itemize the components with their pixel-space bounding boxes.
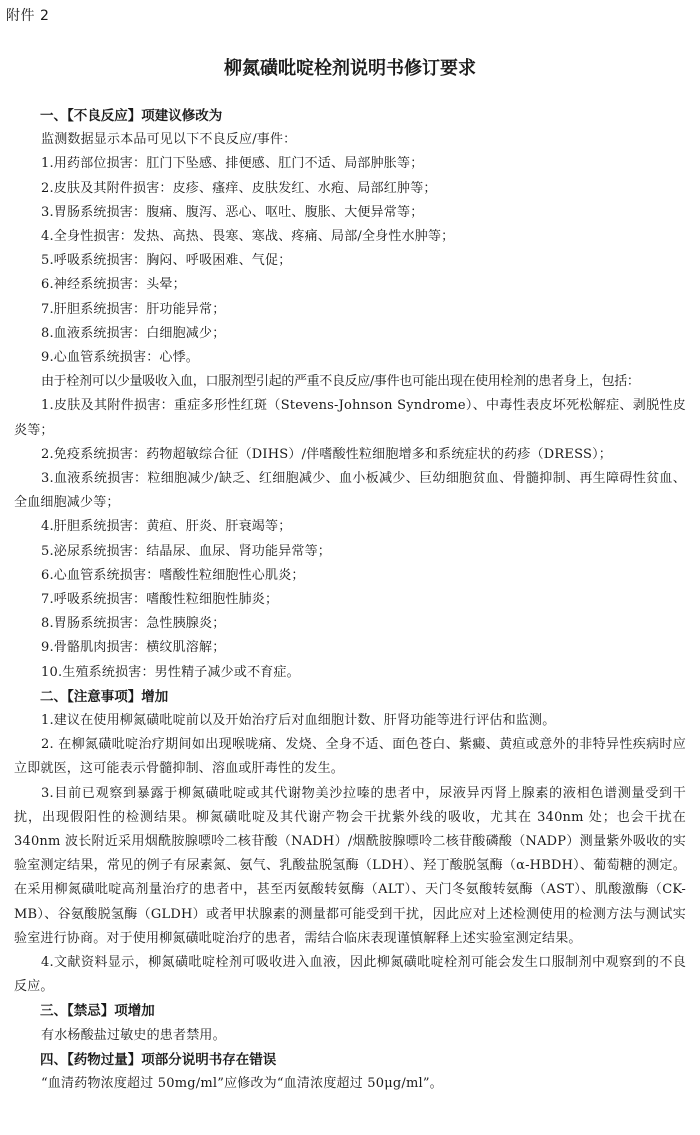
document-title: 柳氮磺吡啶栓剂说明书修订要求 [224,58,476,79]
paragraph-precaution-3: 3.目前已观察到暴露于柳氮磺吡啶或其代谢物美沙拉嗪的患者中，尿液异丙肾上腺素的液相色谱测量受到干扰，出现假阳性的检测结果。柳氮磺吡啶及其代谢产物会干扰紫外线的吸收，尤其在 340nm 处；也会干扰在 340nm 波长附近采用烟酰胺腺嘌呤二核苷酸（NADH）/烟酰胺腺嘌呤二核苷酸磷酸（NADP）测量紫外吸收的实验室测定结果，常见的例子有尿素氮、氨气、乳酸盐脱氢酶（LDH）、羟丁酸脱氢酶（α-HBDH）、葡萄糖的测定。在采用柳氮磺吡啶高剂量治疗的患者中，甚至丙氨酸转氨酶（ALT）、天门冬氨酸转氨酶（AST）、肌酸激酶（CK-MB）、谷氨酸脱氢酶（GLDH）或者甲状腺素的测量都可能受到干扰，因此应对上述检测使用的检测方法与测试实验室进行协商。对于使用柳氮磺吡啶治疗的患者，需结合临床表现谨慎解释上述实验室测定结果。 [14,785,686,946]
paragraph-monitoring-intro: 监测数据显示本品可见以下不良反应/事件： [41,132,297,148]
list-item: 7.呼吸系统损害：嗜酸性粒细胞性肺炎； [41,592,279,608]
paragraph-contraindication: 有水杨酸盐过敏史的患者禁用。 [41,1027,226,1043]
section-heading-adverse-reactions: 一、【不良反应】项建议修改为 [40,108,223,124]
list-item: 4.全身性损害：发热、高热、畏寒、寒战、疼痛、局部/全身性水肿等； [41,229,455,244]
list-item: 3.血液系统损害：粒细胞减少/缺乏、红细胞减少、血小板减少、巨幼细胞贫血、骨髓抑制、再生障碍性贫血、全血细胞减少等； [14,471,686,511]
document-body [14,104,686,1096]
list-item: 10.生殖系统损害：男性精子减少或不育症。 [41,664,300,680]
list-item: 8.血液系统损害：白细胞减少； [41,325,226,341]
section-heading-contraindications: 三、【禁忌】项增加 [40,1003,155,1020]
list-item: 5.泌尿系统损害：结晶尿、血尿、肾功能异常等； [41,543,332,559]
list-item: 1.皮肤及其附件损害：重症多形性红斑（Stevens-Johnson Syndrome）、中毒性表皮坏死松解症、剥脱性皮炎等； [14,398,686,438]
list-item: 9.骨骼肌肉损害：横纹肌溶解； [41,640,226,656]
paragraph-oral-reactions-intro: 由于栓剂可以少量吸收入血，口服剂型引起的严重不良反应/事件也可能出现在使用栓剂的患者身上，包括： [41,374,640,390]
paragraph-overdose-correction: “血清药物浓度超过 50mg/ml”应修改为“血清浓度超过 50μg/ml”。 [41,1076,443,1092]
list-item: 7.肝胆系统损害：肝功能异常； [41,301,226,317]
list-item: 2.免疫系统损害：药物超敏综合征（DIHS）/伴嗜酸性粒细胞增多和系统症状的药疹（DRESS）； [41,446,612,462]
list-item: 6.心血管系统损害：嗜酸性粒细胞性心肌炎； [41,567,305,583]
section-heading-overdose: 四、【药物过量】项部分说明书存在错误 [40,1051,277,1068]
list-item: 9.心血管系统损害：心悸。 [41,350,200,366]
section-heading-precautions: 二、【注意事项】增加 [40,688,169,705]
list-item: 1.用药部位损害：肛门下坠感、排便感、肛门不适、局部肿胀等； [41,156,424,172]
list-item: 4.肝胆系统损害：黄疸、肝炎、肝衰竭等； [41,519,292,535]
adverse-reaction-list [14,152,686,370]
list-item: 5.呼吸系统损害：胸闷、呼吸困难、气促； [41,253,292,269]
serious-reaction-list [14,394,686,684]
paragraph-precaution-1: 1.建议在使用柳氮磺吡啶前以及开始治疗后对血细胞计数、肝肾功能等进行评估和监测。 [41,713,556,729]
list-item: 2.皮肤及其附件损害：皮疹、瘙痒、皮肤发红、水疱、局部红肿等； [41,180,437,196]
paragraph-precaution-4: 4.文献资料显示，柳氮磺吡啶栓剂可吸收进入血液，因此柳氮磺吡啶栓剂可能会发生口服制剂中观察到的不良反应。 [14,955,686,995]
paragraph-precaution-2: 2. 在柳氮磺吡啶治疗期间如出现喉咙痛、发烧、全身不适、面色苍白、紫癜、黄疸或意外的非特异性疾病时应立即就医，这可能表示骨髓抑制、溶血或肝毒性的发生。 [14,737,686,777]
list-item: 8.胃肠系统损害：急性胰腺炎； [41,616,226,632]
attachment-label: 附件 2 [6,8,50,24]
list-item: 3.胃肠系统损害：腹痛、腹泻、恶心、呕吐、腹胀、大便异常等； [41,204,424,220]
list-item: 6.神经系统损害：头晕； [41,277,186,293]
